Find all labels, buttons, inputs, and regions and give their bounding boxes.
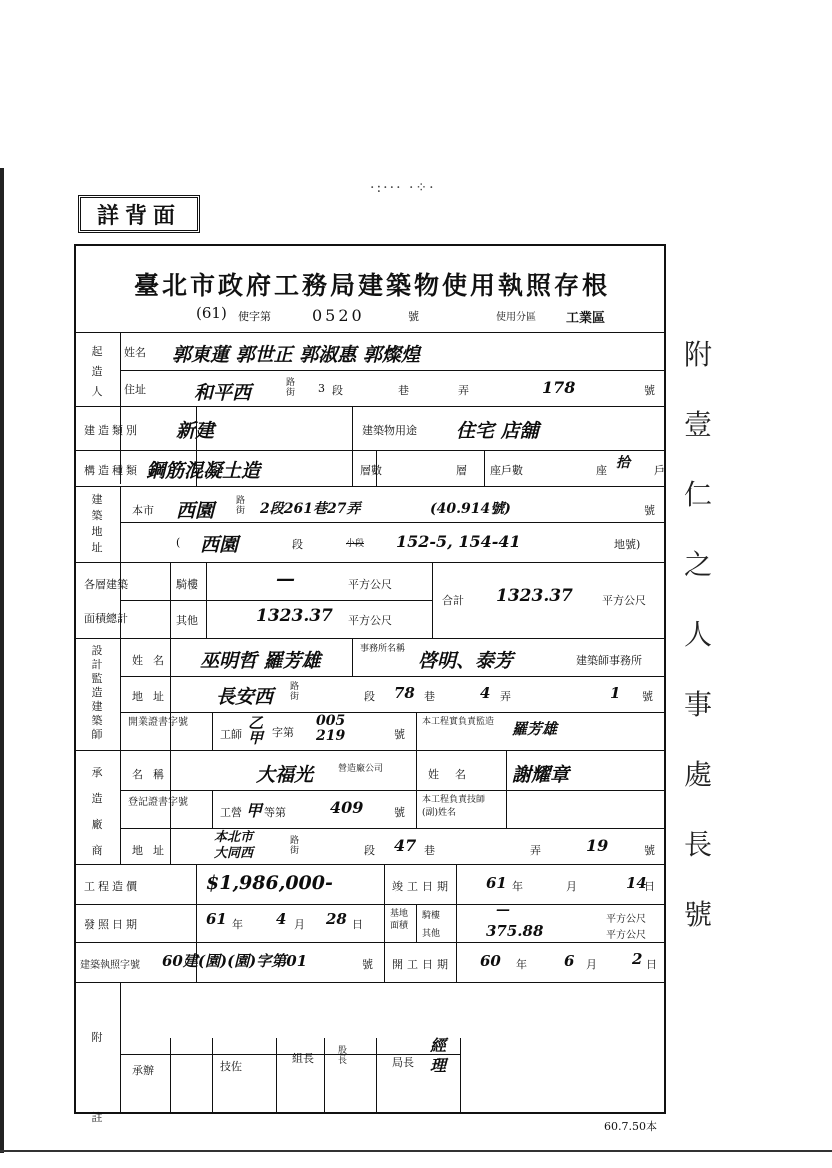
form-print-code: 60.7.50本 <box>604 1120 657 1133</box>
issue-day: 28 <box>326 910 347 928</box>
issue-month: 4 <box>276 910 287 928</box>
owner-xiang-unit: 巷 <box>398 384 409 397</box>
owner-no-unit: 號 <box>644 384 655 397</box>
done-day-unit: 日 <box>644 880 655 893</box>
issue-month-unit: 月 <box>294 918 305 931</box>
designer-xiang-unit: 巷 <box>424 690 435 703</box>
designer-office-suffix: 建築師事務所 <box>576 654 642 667</box>
owner-duan-unit: 段 <box>332 384 343 397</box>
contractor-reg-class: 甲 <box>246 801 263 820</box>
owner-road: 和平西 <box>194 382 252 404</box>
households-value: 拾 <box>616 455 630 471</box>
designer-cert-nos: 005 219 <box>316 713 346 744</box>
category-label: 建造類別 <box>84 424 140 437</box>
issue-unit-1: 平方公尺 <box>606 914 646 925</box>
contractor-xiang: 47 <box>394 836 417 855</box>
contractor-road-unit: 路街 <box>290 836 300 856</box>
permit-year: (61) <box>196 304 227 322</box>
cost-value: $1,986,000- <box>206 872 333 894</box>
use-label: 建築物用途 <box>362 424 417 437</box>
approve-col-1: 承辦 <box>132 1064 154 1077</box>
designer-name-label: 姓名 <box>132 654 174 667</box>
notes-label: 附註 <box>91 1031 103 1124</box>
designer-office-label: 事務所名稱 <box>360 644 406 654</box>
site-lots-unit: 地號) <box>614 538 641 551</box>
households-label: 座戶數 <box>490 464 523 477</box>
contractor-person: 謝耀章 <box>512 764 570 786</box>
household-unit: 戶 <box>654 464 665 477</box>
contractor-reg-char: 等第 <box>264 806 286 819</box>
done-label: 竣工日期 <box>392 880 452 893</box>
floors-label: 層數 <box>360 464 382 477</box>
side-mark-3: 仁 <box>683 478 712 511</box>
designer-section-label: 設計監造建築師 <box>91 644 103 741</box>
structure-value: 鋼筋混凝土造 <box>146 460 261 482</box>
contractor-name-label: 名稱 <box>132 768 174 781</box>
scan-edge-bottom <box>0 1150 832 1152</box>
contractor-tech-label: 本工程負責技師(副)姓名 <box>422 795 486 818</box>
designer-nong: 4 <box>480 684 491 702</box>
done-day: 14 <box>626 874 647 892</box>
contractor-nong-unit: 弄 <box>530 844 541 857</box>
site-duan-unit: 段 <box>292 538 303 551</box>
scan-smudge: ·:··· ·⁘· <box>370 180 436 196</box>
scan-edge-left <box>0 168 4 1153</box>
start-year: 60 <box>480 952 501 970</box>
designer-no: 1 <box>610 684 621 702</box>
contractor-reg-label: 登記證書字號 <box>128 797 188 808</box>
issue-arcade-label: 騎樓 <box>422 911 441 921</box>
owner-road-unit: 路街 <box>286 378 296 398</box>
side-mark-1: 附 <box>683 338 712 371</box>
site-detail-paren: (40.914號) <box>430 501 511 517</box>
designer-duan-unit: 段 <box>364 690 375 703</box>
issue-year: 61 <box>206 910 227 928</box>
done-month-unit: 月 <box>566 880 577 893</box>
contractor-reg-prefix: 工營 <box>220 806 242 819</box>
area-unit-2: 平方公尺 <box>348 614 392 627</box>
issue-unit-2: 平方公尺 <box>606 930 646 941</box>
site-district: 西園 <box>200 534 239 556</box>
cost-label: 工程造價 <box>84 880 140 893</box>
detail-back-stamp: 詳背面 <box>78 195 200 233</box>
contractor-name: 大福光 <box>256 764 314 786</box>
bp-hao: 號 <box>362 958 373 971</box>
approve-col-2: 技佐 <box>220 1060 242 1073</box>
site-road-unit: 路街 <box>236 496 246 516</box>
designer-no-unit: 號 <box>642 690 653 703</box>
zone-value: 工業區 <box>566 311 606 326</box>
designer-resp-label: 本工程實負責監造 <box>422 717 495 727</box>
area-arcade-value: — <box>276 568 295 590</box>
site-section-label: 建築地址 <box>91 493 103 554</box>
area-label-2: 面積總計 <box>84 612 128 625</box>
designer-addr-label: 地址 <box>132 690 174 703</box>
issue-arcade-value: — <box>496 902 510 918</box>
start-label: 開工日期 <box>392 958 452 971</box>
contractor-xiang-unit: 巷 <box>424 844 435 857</box>
side-mark-7: 處 <box>683 758 712 791</box>
contractor-reg-no: 409 <box>330 798 364 817</box>
structure-label: 構造種類 <box>84 464 140 477</box>
site-lots: 152-5, 154-41 <box>396 532 521 551</box>
designer-cert-hao: 號 <box>394 728 405 741</box>
category-value: 新建 <box>176 420 215 442</box>
contractor-name-suffix: 營造廠公司 <box>338 764 384 774</box>
designer-cert-prefix: 工師 <box>220 728 242 741</box>
site-paren-open: ( <box>176 536 181 549</box>
permit-number: 0520 <box>312 306 365 325</box>
site-no-unit: 號 <box>644 504 655 517</box>
designer-cert-label: 開業證書字號 <box>128 717 188 728</box>
owner-no: 178 <box>542 378 576 397</box>
designer-cert-class: 乙甲 <box>248 714 264 747</box>
contractor-no-unit: 號 <box>644 844 655 857</box>
area-total-unit: 平方公尺 <box>602 594 646 607</box>
designer-xiang: 78 <box>394 684 415 702</box>
designer-resp-name: 羅芳雄 <box>512 720 558 738</box>
owner-nong-unit: 弄 <box>458 384 469 397</box>
designer-office: 啓明、泰芳 <box>418 650 514 672</box>
bp-value: 60建(園)(園)字第01 <box>162 952 308 970</box>
side-mark-2: 壹 <box>683 408 712 441</box>
designer-road-unit: 路街 <box>290 682 300 702</box>
site-detail: 2段261巷27弄 <box>260 501 361 517</box>
start-day-unit: 日 <box>646 958 657 971</box>
owner-names: 郭東蓮 郭世正 郭淑惠 郭燦煌 <box>172 344 420 366</box>
seat-unit: 座 <box>596 464 607 477</box>
contractor-person-label: 姓名 <box>428 768 482 781</box>
zone-label: 使用分區 <box>496 312 536 323</box>
contractor-section-label: 承造廠商 <box>91 766 103 857</box>
site-xiao-unit: 小段 <box>346 539 365 549</box>
side-marks-margin <box>678 320 718 950</box>
approve-col-5: 局長 <box>392 1056 414 1069</box>
area-other-value: 1323.37 <box>256 606 333 626</box>
area-unit-1: 平方公尺 <box>348 578 392 591</box>
permit-form <box>74 244 666 1124</box>
form-title: 臺北市政府工務局建築物使用執照存根 <box>133 271 610 300</box>
issue-year-unit: 年 <box>232 918 243 931</box>
approve-col-4: 股長 <box>338 1046 348 1066</box>
start-month-unit: 月 <box>586 958 597 971</box>
permit-char: 使字第 <box>238 310 271 323</box>
owner-addr-label: 住址 <box>124 383 146 396</box>
contractor-reg-hao: 號 <box>394 806 405 819</box>
designer-road: 長安西 <box>216 686 274 708</box>
approve-marks: 經理 <box>430 1036 447 1075</box>
owner-duan: 3 <box>318 382 325 395</box>
site-city: 本市 <box>132 504 154 517</box>
bp-label: 建築執照字號 <box>80 960 140 971</box>
site-area-label: 基地面積 <box>390 909 409 931</box>
side-mark-6: 事 <box>683 688 712 721</box>
site-road: 西園 <box>176 500 215 522</box>
start-month: 6 <box>564 952 575 970</box>
done-year: 61 <box>486 874 507 892</box>
use-value: 住宅 店舖 <box>456 420 539 442</box>
designer-nong-unit: 弄 <box>500 690 511 703</box>
start-year-unit: 年 <box>516 958 527 971</box>
area-total-label: 合計 <box>442 594 464 607</box>
contractor-no: 19 <box>586 836 609 855</box>
contractor-addr-label: 地址 <box>132 844 174 857</box>
done-year-unit: 年 <box>512 880 523 893</box>
designer-cert-char: 字第 <box>272 726 294 739</box>
issue-other-label: 其他 <box>422 929 441 939</box>
side-mark-5: 人 <box>683 618 712 651</box>
floors-unit: 層 <box>456 464 467 477</box>
issue-other-value: 375.88 <box>486 922 544 940</box>
contractor-road: 大同西 <box>214 846 254 861</box>
side-mark-8: 長 <box>683 828 712 861</box>
designer-names: 巫明哲 羅芳雄 <box>200 650 321 672</box>
issue-label: 發照日期 <box>84 918 140 931</box>
issue-day-unit: 日 <box>352 918 363 931</box>
contractor-duan-unit: 段 <box>364 844 375 857</box>
start-day: 2 <box>632 950 643 968</box>
approve-col-3: 組長 <box>292 1052 314 1065</box>
area-total-value: 1323.37 <box>496 586 573 606</box>
area-label-1: 各層建築 <box>84 578 128 591</box>
permit-hao: 號 <box>408 310 419 323</box>
owner-name-label: 姓名 <box>124 346 146 359</box>
area-arcade-label: 騎樓 <box>176 578 198 591</box>
contractor-city: 本北市 <box>214 830 254 845</box>
area-other-label: 其他 <box>176 614 198 627</box>
side-mark-9: 號 <box>683 898 712 931</box>
side-mark-4: 之 <box>683 548 712 581</box>
owner-section-label: 起造人 <box>91 345 103 398</box>
